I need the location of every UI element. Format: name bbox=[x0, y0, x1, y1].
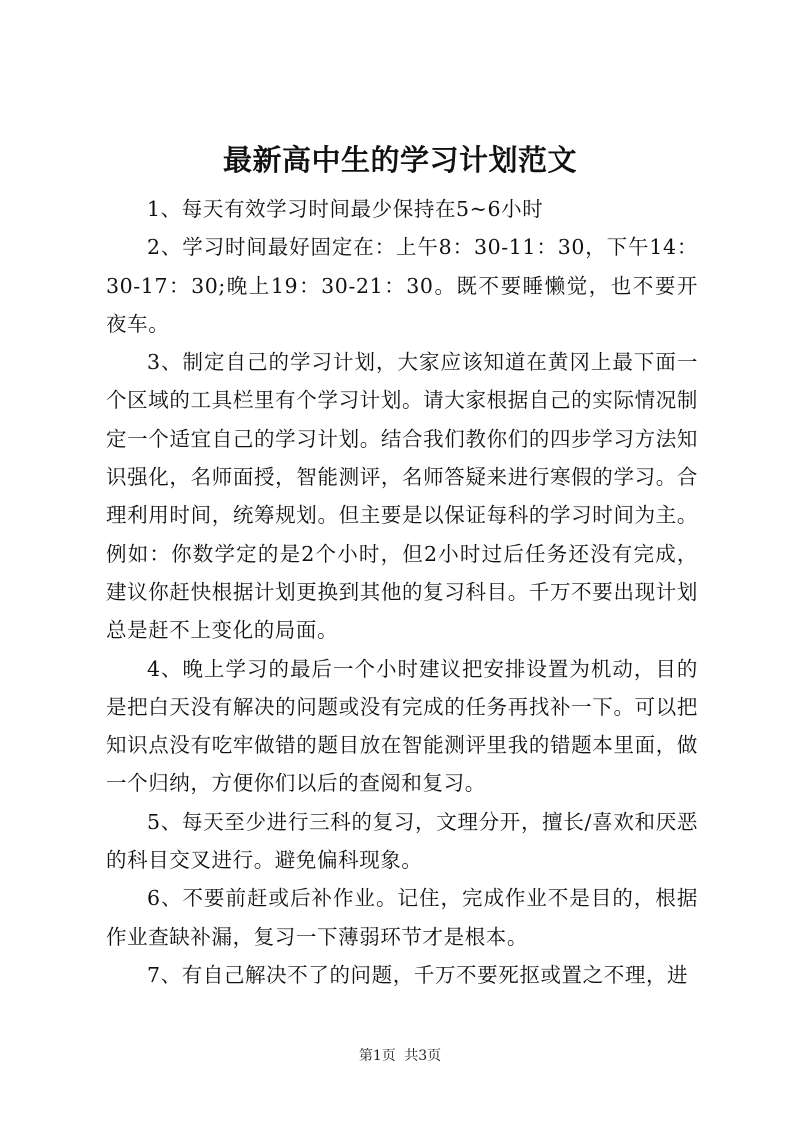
paragraph-6: 6、不要前赶或后补作业。记住，完成作业不是目的，根据作业查缺补漏，复习一下薄弱环节才是根本。 bbox=[106, 886, 698, 949]
paragraph-1: 1、每天有效学习时间最少保持在5~6小时 bbox=[147, 197, 544, 221]
page-number: 第1页 bbox=[358, 1048, 396, 1064]
document-title: 最新高中生的学习计划范文 bbox=[222, 143, 577, 177]
paragraph-2: 2、学习时间最好固定在：上午8：30-11：30，下午14：30-17：30;晚上19：30-21：30。既不要睡懒觉，也不要开夜车。 bbox=[106, 235, 698, 336]
paragraph-3: 3、制定自己的学习计划，大家应该知道在黄冈上最下面一个区域的工具栏里有个学习计划。请大家根据自己的实际情况制定一个适宜自己的学习计划。结合我们教你们的四步学习方法知识强化，名师面授，智能测评，名师答疑来进行寒假的学习。合理利用时间，统筹规划。但主要是以保证每科的学习时间为主。例如：你数学定的是2个小时，但2小时过后任务还没有完成，建议你赶快根据计划更换到其他的复习科目。千万不要出现计划总是赶不上变化的局面。 bbox=[106, 350, 698, 643]
page-total: 共3页 bbox=[404, 1048, 442, 1064]
paragraph-5: 5、每天至少进行三科的复习，文理分开，擅长/喜欢和厌恶的科目交叉进行。避免偏科现象。 bbox=[106, 809, 698, 873]
paragraph-4: 4、晚上学习的最后一个小时建议把安排设置为机动，目的是把白天没有解决的问题或没有完成的任务再找补一下。可以把知识点没有吃牢做错的题目放在智能测评里我的错题本里面，做一个归纳，方便你们以后的查阅和复习。 bbox=[106, 656, 698, 796]
paragraph-7: 7、有自己解决不了的问题，千万不要死抠或置之不理，进 bbox=[147, 962, 689, 987]
page-footer bbox=[0, 1046, 800, 1066]
document-body bbox=[106, 190, 698, 994]
